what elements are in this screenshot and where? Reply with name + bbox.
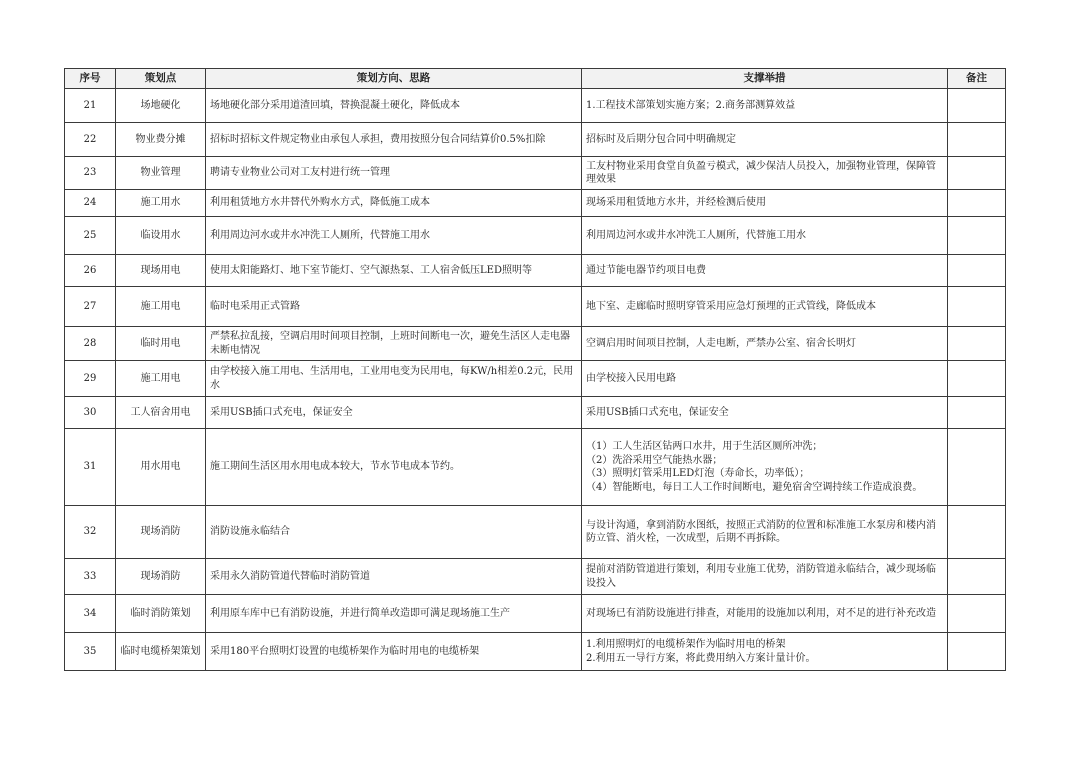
table-row — [65, 89, 1006, 123]
row-direction: 聘请专业物业公司对工友村进行统一管理 — [206, 157, 582, 190]
row-no: 25 — [65, 217, 116, 255]
row-no: 26 — [65, 255, 116, 287]
row-measures: 通过节能电器节约项目电费 — [582, 255, 948, 287]
row-remark — [948, 397, 1006, 429]
row-direction: 利用租赁地方水井替代外购水方式，降低施工成本 — [206, 190, 582, 217]
row-remark — [948, 595, 1006, 633]
spreadsheet-sheet — [64, 68, 1005, 671]
row-measures: 由学校接入民用电路 — [582, 361, 948, 397]
row-direction: 临时电采用正式管路 — [206, 287, 582, 327]
row-remark — [948, 633, 1006, 671]
row-item: 临时用电 — [116, 327, 206, 361]
row-remark — [948, 123, 1006, 157]
row-measures: 地下室、走廊临时照明穿管采用应急灯预埋的正式管线，降低成本 — [582, 287, 948, 327]
row-item: 施工用水 — [116, 190, 206, 217]
row-measures: 与设计沟通，拿到消防水图纸，按照正式消防的位置和标准施工水泵房和楼内消防立管、消火栓，一次成型，后期不再拆除。 — [582, 506, 948, 559]
row-measures: 空调启用时间项目控制，人走电断，严禁办公室、宿舍长明灯 — [582, 327, 948, 361]
table-row — [65, 327, 1006, 361]
row-direction: 施工期间生活区用水用电成本较大，节水节电成本节约。 — [206, 429, 582, 506]
header-direction: 策划方向、思路 — [206, 69, 582, 89]
table-row — [65, 361, 1006, 397]
row-remark — [948, 327, 1006, 361]
row-remark — [948, 190, 1006, 217]
row-measures: （1）工人生活区钻两口水井，用于生活区厕所冲洗； （2）洗浴采用空气能热水器； （3）照明灯管采用LED灯泡（寿命长，功率低）； （4）智能断电，每日工人工作时间断电，避免宿舍空调持续工作造成浪费。 — [582, 429, 948, 506]
row-remark — [948, 429, 1006, 506]
row-direction: 由学校接入施工用电、生活用电，工业用电变为民用电，每KW/h相差0.2元，民用水 — [206, 361, 582, 397]
table-header-row — [65, 69, 1006, 89]
row-measures: 利用周边河水或井水冲洗工人厕所，代替施工用水 — [582, 217, 948, 255]
row-no: 28 — [65, 327, 116, 361]
row-remark — [948, 217, 1006, 255]
row-no: 34 — [65, 595, 116, 633]
row-direction: 消防设施永临结合 — [206, 506, 582, 559]
row-remark — [948, 157, 1006, 190]
row-direction: 严禁私拉乱接，空调启用时间项目控制，上班时间断电一次，避免生活区人走电器未断电情况 — [206, 327, 582, 361]
row-direction: 采用180平台照明灯设置的电缆桥架作为临时用电的电缆桥架 — [206, 633, 582, 671]
table-row — [65, 595, 1006, 633]
table-row — [65, 255, 1006, 287]
table-row — [65, 506, 1006, 559]
row-item: 临设用水 — [116, 217, 206, 255]
table-row — [65, 190, 1006, 217]
table-row — [65, 287, 1006, 327]
row-no: 35 — [65, 633, 116, 671]
table-row — [65, 217, 1006, 255]
row-direction: 招标时招标文件规定物业由承包人承担，费用按照分包合同结算价0.5%扣除 — [206, 123, 582, 157]
row-item: 物业管理 — [116, 157, 206, 190]
row-item: 用水用电 — [116, 429, 206, 506]
row-measures: 招标时及后期分包合同中明确规定 — [582, 123, 948, 157]
row-direction: 利用周边河水或井水冲洗工人厕所，代替施工用水 — [206, 217, 582, 255]
row-no: 27 — [65, 287, 116, 327]
row-direction: 使用太阳能路灯、地下室节能灯、空气源热泵、工人宿舍低压LED照明等 — [206, 255, 582, 287]
row-no: 30 — [65, 397, 116, 429]
row-no: 21 — [65, 89, 116, 123]
header-no: 序号 — [65, 69, 116, 89]
row-item: 物业费分摊 — [116, 123, 206, 157]
row-remark — [948, 361, 1006, 397]
row-item: 现场消防 — [116, 559, 206, 595]
row-item: 现场消防 — [116, 506, 206, 559]
row-measures: 1.利用照明灯的电缆桥架作为临时用电的桥架 2.利用五一导行方案，将此费用纳入方案计量计价。 — [582, 633, 948, 671]
row-no: 24 — [65, 190, 116, 217]
table-row — [65, 123, 1006, 157]
row-measures: 1.工程技术部策划实施方案；2.商务部测算效益 — [582, 89, 948, 123]
row-remark — [948, 559, 1006, 595]
table-row — [65, 397, 1006, 429]
row-direction: 场地硬化部分采用道渣回填，替换混凝土硬化，降低成本 — [206, 89, 582, 123]
row-direction: 采用永久消防管道代替临时消防管道 — [206, 559, 582, 595]
row-item: 工人宿舍用电 — [116, 397, 206, 429]
row-no: 22 — [65, 123, 116, 157]
row-remark — [948, 89, 1006, 123]
table-row — [65, 157, 1006, 190]
row-measures: 采用USB插口式充电，保证安全 — [582, 397, 948, 429]
table-row — [65, 429, 1006, 506]
row-measures: 工友村物业采用食堂自负盈亏模式，减少保洁人员投入，加强物业管理，保障管理效果 — [582, 157, 948, 190]
row-measures: 提前对消防管道进行策划，利用专业施工优势，消防管道永临结合，减少现场临设投入 — [582, 559, 948, 595]
row-measures: 现场采用租赁地方水井，并经检测后使用 — [582, 190, 948, 217]
row-direction: 采用USB插口式充电，保证安全 — [206, 397, 582, 429]
header-remark: 备注 — [948, 69, 1006, 89]
row-remark — [948, 506, 1006, 559]
row-remark — [948, 287, 1006, 327]
table-row — [65, 633, 1006, 671]
row-direction: 利用原车库中已有消防设施，并进行简单改造即可满足现场施工生产 — [206, 595, 582, 633]
row-no: 23 — [65, 157, 116, 190]
row-item: 临时消防策划 — [116, 595, 206, 633]
row-item: 临时电缆桥架策划 — [116, 633, 206, 671]
row-item: 场地硬化 — [116, 89, 206, 123]
header-measures: 支撑举措 — [582, 69, 948, 89]
row-remark — [948, 255, 1006, 287]
row-item: 现场用电 — [116, 255, 206, 287]
row-item: 施工用电 — [116, 361, 206, 397]
header-item: 策划点 — [116, 69, 206, 89]
planning-table — [64, 68, 1006, 671]
row-measures: 对现场已有消防设施进行排查，对能用的设施加以利用，对不足的进行补充改造 — [582, 595, 948, 633]
row-no: 29 — [65, 361, 116, 397]
row-no: 32 — [65, 506, 116, 559]
row-no: 31 — [65, 429, 116, 506]
row-no: 33 — [65, 559, 116, 595]
table-row — [65, 559, 1006, 595]
row-item: 施工用电 — [116, 287, 206, 327]
